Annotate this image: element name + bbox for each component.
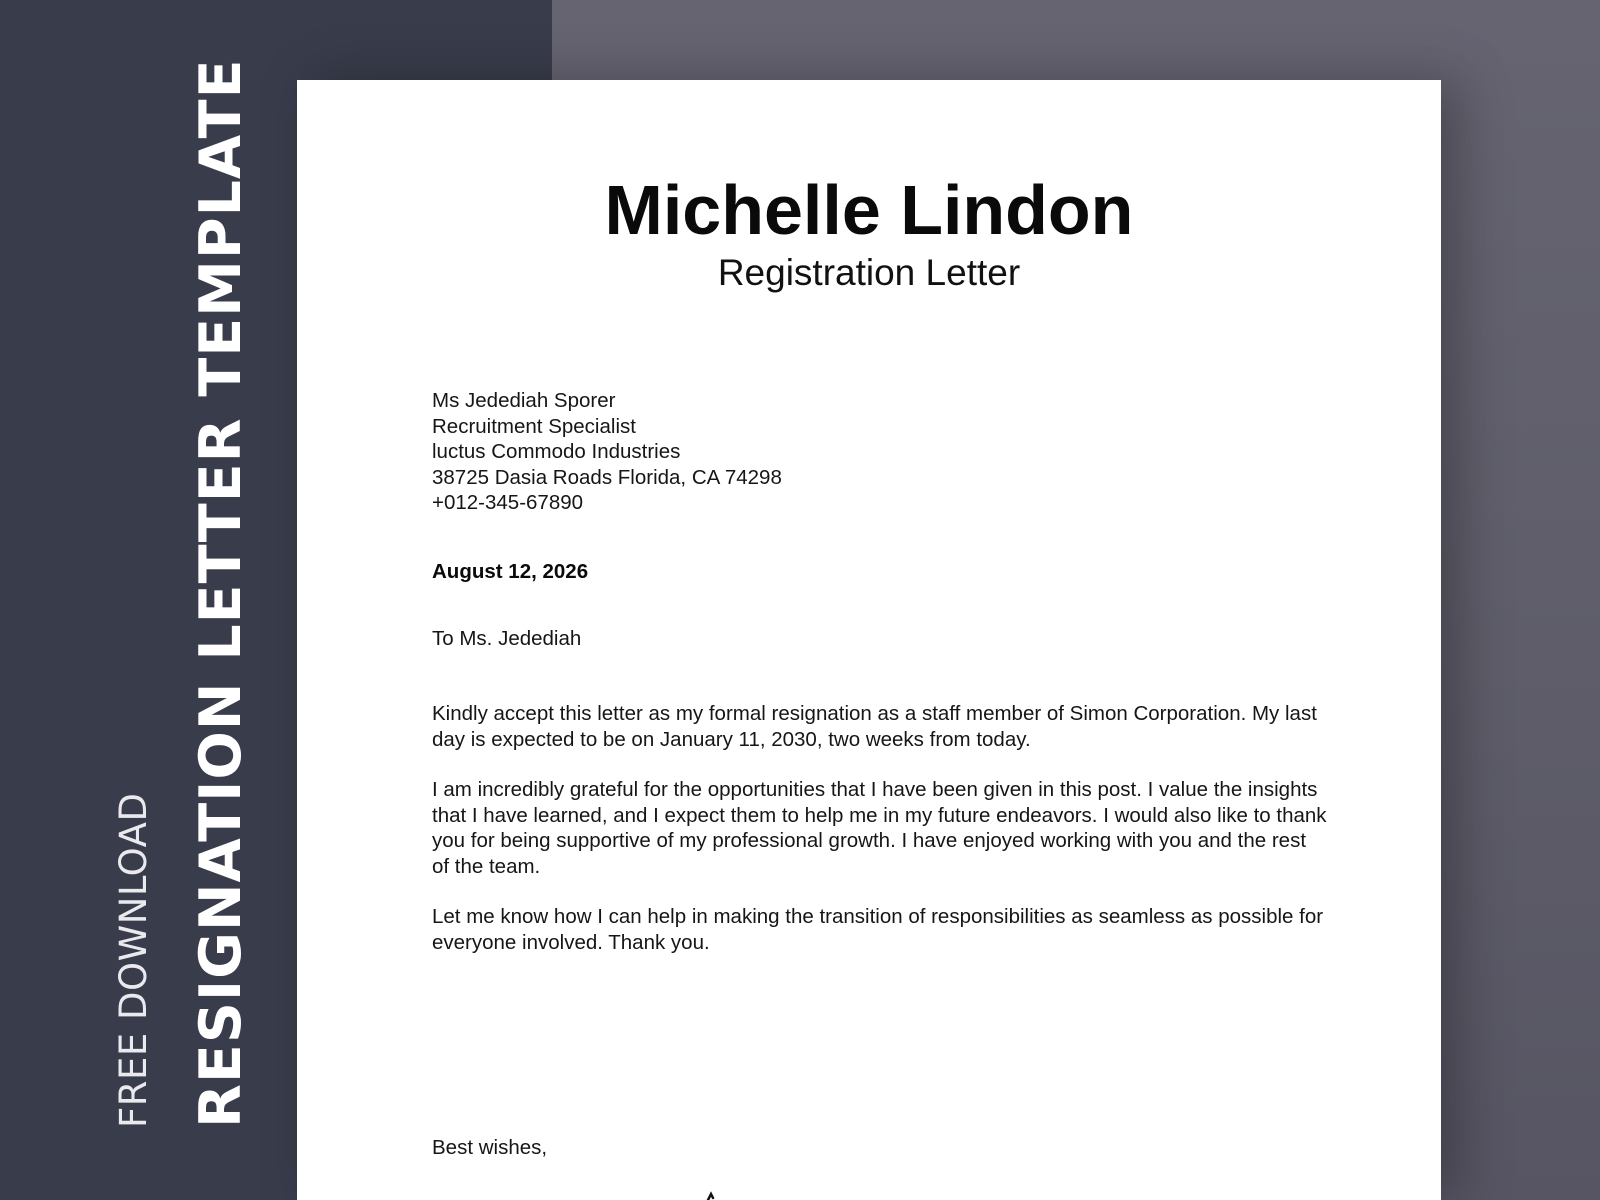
banner-subtitle: FREE DOWNLOAD [112,792,155,1128]
sender-name: Michelle Lindon [604,171,1134,249]
recipient-company: luctus Commodo Industries [432,440,681,463]
body-paragraph: Kindly accept this letter as my formal resignation as a staff member of Simon Corporation. My last day is expected to be on January 11, 2030, two weeks from today. [432,702,1317,751]
body-paragraph: I am incredibly grateful for the opportunities that I have been given in this post. I value the insights that I have learned, and I expect them to help me in my future endeavors. I would also like to thank you for being supportive of my professional growth. I have enjoyed working with you and the rest of the team. [432,778,1327,878]
salutation: To Ms. Jedediah [432,627,582,650]
recipient-address [432,388,782,516]
recipient-phone: +012-345-67890 [432,491,584,514]
letter-body [432,701,1327,980]
side-banner [110,58,256,1128]
letter-subtitle: Registration Letter [717,252,1021,293]
recipient-title: Recruitment Specialist [432,414,636,438]
recipient-street: 38725 Dasia Roads Florida, CA 74298 [432,465,782,489]
body-paragraph: Let me know how I can help in making the transition of responsibilities as seamless as possible for everyone involved. Thank you. [432,905,1324,954]
banner-title: RESIGNATION LETTER TEMPLATE [188,58,254,1128]
closing: Best wishes, [432,1136,548,1159]
recipient-name: Ms Jedediah Sporer [432,389,616,412]
letter-date: August 12, 2026 [432,560,589,583]
signature-stroke [667,1186,727,1200]
letter-page [297,80,1441,1200]
